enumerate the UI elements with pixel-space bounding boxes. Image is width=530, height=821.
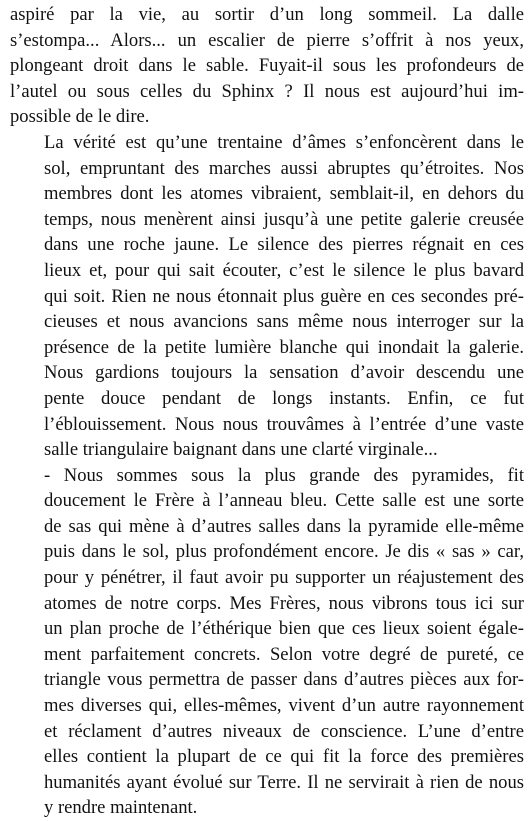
text-line: présence de la petite lumière blanche qui inondait la galerie. bbox=[44, 336, 524, 358]
text-line: cieuses et nous avancions sans même nous interroger sur la bbox=[44, 311, 524, 333]
text-line: atomes de notre corps. Mes Frères, nous vibrons tous ici sur bbox=[44, 592, 524, 614]
text-line: humanités ayant évolué sur Terre. Il ne servirait à rien de nous bbox=[44, 771, 524, 793]
text-line: doucement le Frère à l’anneau bleu. Cette salle est une sorte bbox=[44, 490, 524, 512]
text-line: triangle vous permettra de passer dans d’autres pièces aux for- bbox=[44, 669, 524, 691]
text-line: dans une roche jaune. Le silence des pierres régnait en ces bbox=[44, 234, 524, 256]
text-line: qui soit. Rien ne nous étonnait plus guère en ces secondes pré- bbox=[44, 285, 524, 307]
text-line: aspiré par la vie, au sortir d’un long sommeil. La dalle bbox=[10, 4, 524, 25]
text-line: de sas qui mène à d’autres salles dans la pyramide elle-même bbox=[44, 515, 524, 537]
text-line: La vérité est qu’une trentaine d’âmes s’enfoncèrent dans le bbox=[44, 131, 524, 153]
text-line: elles contient la plupart de ce qui fit la force des premières bbox=[44, 746, 524, 768]
text-line: temps, nous menèrent ainsi jusqu’à une petite galerie creusée bbox=[44, 208, 524, 230]
text-line: l’autel ou sous celles du Sphinx ? Il nous est aujourd’hui im- bbox=[10, 80, 524, 102]
text-line: sol, empruntant des marches aussi abruptes qu’étroites. Nos bbox=[44, 157, 524, 179]
text-line: pour y pénétrer, il faut avoir pu supporter un réajustement des bbox=[44, 567, 524, 589]
text-line: y rendre maintenant. bbox=[44, 797, 198, 819]
text-line: mes diverses qui, elles-mêmes, vivent d’un autre rayonnement bbox=[44, 695, 524, 717]
text-line: possible de le dire. bbox=[10, 106, 150, 128]
text-line: salle triangulaire baignant dans une clarté virginale... bbox=[44, 439, 438, 461]
text-line: - Nous sommes sous la plus grande des pyramides, fit bbox=[44, 464, 524, 486]
text-line: membres dont les atomes vibraient, semblait-il, en dehors du bbox=[44, 183, 524, 205]
paragraph bbox=[10, 130, 524, 463]
text-line: s’estompa... Alors... un escalier de pierre s’offrit à nos yeux, bbox=[10, 29, 524, 51]
text-line: un plan proche de l’éthérique bien que ces lieux soient égale- bbox=[44, 618, 524, 640]
text-line: lieux et, pour qui sait écouter, c’est le silence le plus bavard bbox=[44, 259, 524, 281]
paragraph bbox=[10, 463, 524, 821]
text-line: plongeant droit dans le sable. Fuyait-il sous les profondeurs de bbox=[10, 55, 524, 77]
text-line: et réclament d’autres niveaux de conscience. L’une d’entre bbox=[44, 720, 524, 742]
text-line: puis dans le sol, plus profondément encore. Je dis « sas » car, bbox=[44, 541, 524, 563]
text-line: ment parfaitement concrets. Selon votre degré de pureté, ce bbox=[44, 643, 524, 665]
text-line: pente douce pendant de longs instants. Enfin, ce fut bbox=[44, 387, 524, 409]
paragraph bbox=[10, 2, 524, 130]
text-line: l’éblouissement. Nous nous trouvâmes à l’entrée d’une vaste bbox=[44, 413, 524, 435]
text-line: Nous gardions toujours la sensation d’avoir descendu une bbox=[44, 362, 524, 384]
